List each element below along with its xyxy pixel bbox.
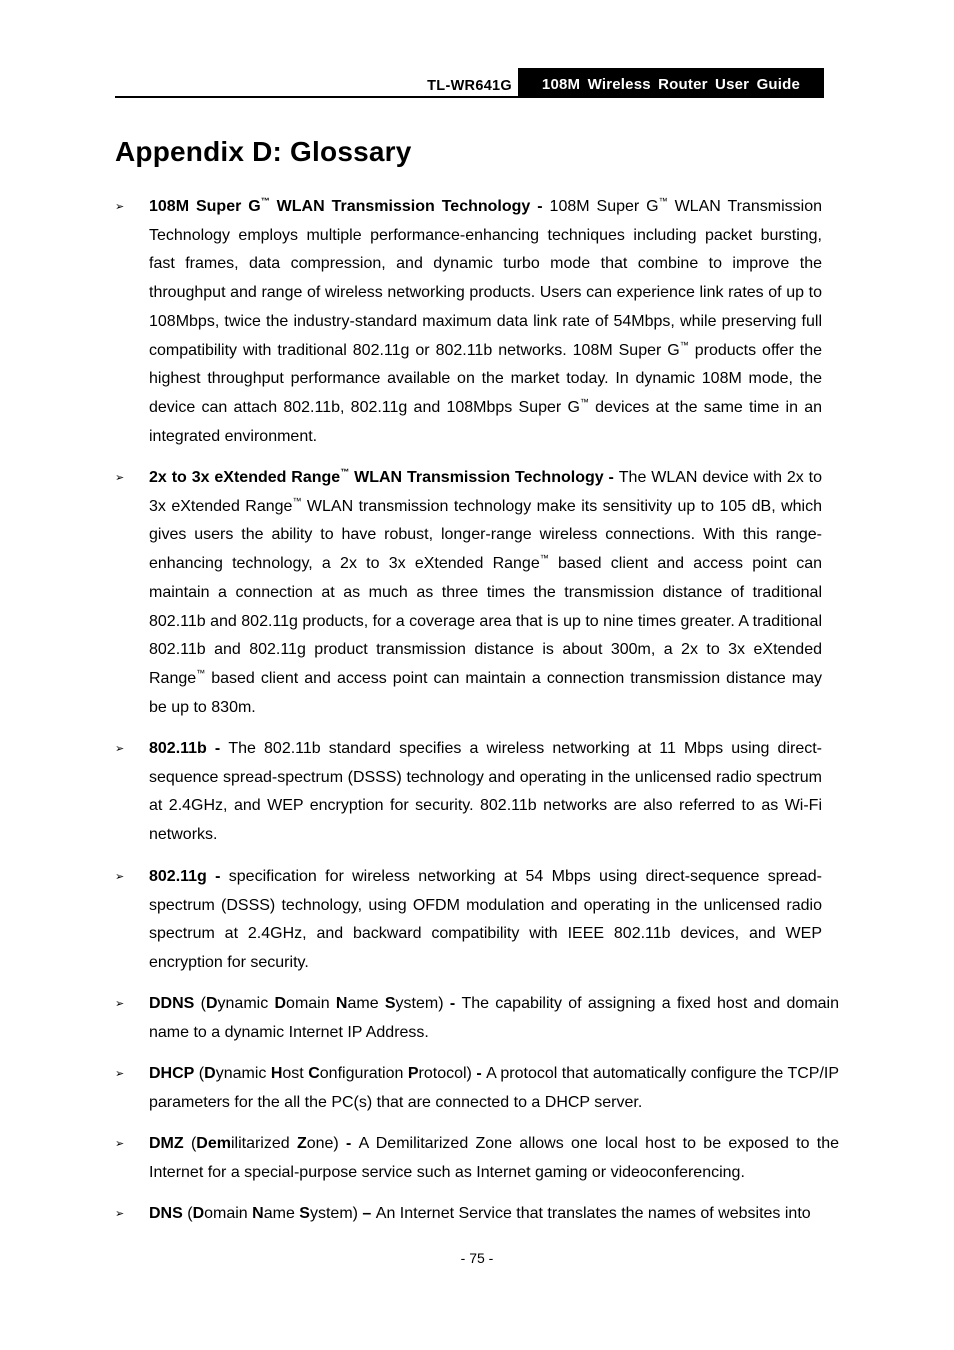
bullet-arrow-icon: ➢	[115, 1068, 125, 1080]
term-label: DNS	[149, 1205, 183, 1222]
glossary-entry-dhcp: ➢ DHCP (Dynamic Host Configuration Protocol) - A protocol that automatically configure the TCP/IP parameters for the all the PC(s) that are connected to a DHCP server.	[149, 1060, 839, 1117]
bullet-arrow-icon: ➢	[115, 743, 125, 755]
term-label: 802.11b -	[149, 740, 229, 757]
glossary-entry-extended-range	[115, 464, 823, 722]
definition-text: The WLAN device with 2x to 3x eXtended Range™ WLAN transmission technology make its sensitivity up to 105 dB, which gives users the ability to have robust, longer-range wireless connections. With this range-enhancing technology, a 2x to 3x eXtended Range™ based client and access point can maintain a connection at as much as three times the transmission distance of traditional 802.11b and 802.11g products, for a coverage area that is up to nine times greater. A traditional 802.11b and 802.11g product transmission distance is about 300m, a 2x to 3x eXtended Range™ based client and access point can maintain a connection transmission distance may be up to 830m.	[149, 469, 823, 716]
trademark-mark: ™	[260, 196, 270, 206]
definition-text: The 802.11b standard specifies a wireless networking at 11 Mbps using direct-sequence spread-spectrum (DSSS) technology and operating in the unlicensed radio spectrum at 2.4GHz, and WEP encryption for security. 802.11b networks are also referred to as Wi-Fi networks.	[149, 740, 823, 844]
definition-text: An Internet Service that translates the names of websites into	[375, 1205, 811, 1222]
bullet-arrow-icon: ➢	[115, 1208, 125, 1220]
expansion-text: (Dynamic Host Configuration Protocol)	[194, 1065, 472, 1082]
term-label: 2x to 3x eXtended Range™ WLAN Transmission Technology -	[149, 467, 619, 486]
expansion-text: (Domain Name System)	[182, 1205, 358, 1222]
glossary-entry-super-g	[115, 193, 823, 451]
term-label: DDNS	[149, 995, 195, 1012]
glossary-entry-ddns: ➢ DDNS (Dynamic Domain Name System) - The capability of assigning a fixed host and domain name to a dynamic Internet IP Address.	[149, 990, 839, 1047]
term-label: DMZ	[149, 1135, 184, 1152]
definition-text: A Demilitarized Zone allows one local host to be exposed to the Internet for a special-purpose service such as Internet gaming or videoconferencing.	[149, 1135, 840, 1181]
glossary-entry-80211b	[115, 735, 823, 850]
bullet-arrow-icon: ➢	[115, 871, 125, 883]
page-number: - 75 -	[460, 1250, 494, 1266]
page-title: Appendix D: Glossary	[115, 136, 412, 167]
page-header	[115, 68, 824, 98]
bullet-arrow-icon: ➢	[115, 472, 125, 484]
glossary-entry-dns: ➢ DNS (Domain Name System) – An Internet Service that translates the names of websites into	[149, 1200, 839, 1229]
bullet-arrow-icon: ➢	[115, 1138, 125, 1150]
guide-title-banner: 108M Wireless Router User Guide	[518, 68, 824, 96]
bullet-arrow-icon: ➢	[115, 998, 125, 1010]
glossary-entry-80211g	[115, 863, 822, 978]
expansion-text: (Dynamic Domain Name System)	[194, 995, 444, 1012]
term-label: 802.11g -	[149, 868, 229, 885]
bullet-arrow-icon: ➢	[115, 201, 125, 213]
model-name: TL-WR641G	[427, 78, 512, 94]
expansion-text: (Demilitarized Zone)	[183, 1135, 339, 1152]
glossary-entry-dmz: ➢ DMZ (Demilitarized Zone) - A Demilitarized Zone allows one local host to be exposed to the Internet for a special-purpose service such as Internet gaming or videoconferencing.	[149, 1130, 839, 1187]
definition-text: 108M Super G™ WLAN Transmission Technology employs multiple performance-enhancing techniques including packet bursting, fast frames, data compression, and dynamic turbo mode that combine to improve the throughput and range of wireless networking products. Users can experience link rates of up to 108Mbps, twice the industry-standard maximum data link rate of 54Mbps, while preserving full compatibility with traditional 802.11g or 802.11b networks. 108M Super G™ products offer the highest throughput performance available on the market today. In dynamic 108M mode, the device can attach 802.11b, 802.11g and 108Mbps Super G™ devices at the same time in an integrated environment.	[149, 196, 823, 445]
definition-text: The capability of assigning a fixed host and domain name to a dynamic Internet IP Address.	[149, 995, 839, 1041]
term-label: 108M Super G™ WLAN Transmission Technology -	[149, 196, 550, 215]
definition-text: specification for wireless networking at 54 Mbps using direct-sequence spread-spectrum (DSSS) technology, using OFDM modulation and operating in the unlicensed radio spectrum at 2.4GHz, and backward compatibility with IEEE 802.11b devices, and WEP encryption for security.	[149, 868, 822, 972]
definition-text: A protocol that automatically configure the TCP/IP parameters for the all the PC(s) that are connected to a DHCP server.	[149, 1065, 840, 1111]
term-label: DHCP	[149, 1065, 195, 1082]
